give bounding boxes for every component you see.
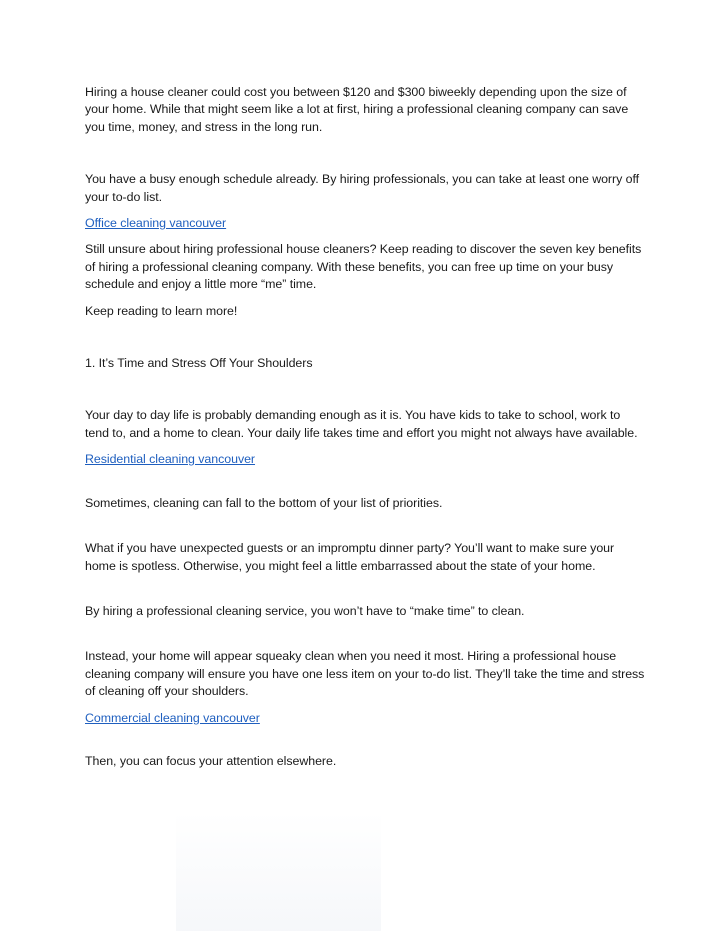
paragraph-unexpected-guests: What if you have unexpected guests or an impromptu dinner party? You’ll want to make sure your home is spotless. Otherwise, you might feel a little embarrassed about the state of your home.	[85, 541, 615, 573]
paragraph-squeaky-clean: Instead, your home will appear squeaky clean when you need it most. Hiring a professional house cleaning company will ensure you have one less item on your to-do list. They’ll take the time and stress of cleaning off your shoulders.	[85, 649, 645, 699]
residential-cleaning-link[interactable]: Residential cleaning vancouver	[85, 452, 256, 467]
commercial-cleaning-link[interactable]: Commercial cleaning vancouver	[85, 710, 260, 725]
section-heading-time-stress: 1. It’s Time and Stress Off Your Shoulders	[85, 356, 313, 371]
paragraph-commercial-link	[85, 710, 645, 727]
paragraph-busy-schedule: You have a busy enough schedule already. By hiring professionals, you can take at least one worry off your to-do list.	[85, 172, 640, 204]
paragraph-focus-elsewhere: Then, you can focus your attention elsewhere.	[85, 753, 337, 768]
paragraph-still-unsure: Still unsure about hiring professional house cleaners? Keep reading to discover the seven key benefits of hiring a professional cleaning company. With these benefits, you can free up time on your busy schedule and enjoy a little more “me” time.	[85, 242, 642, 292]
document-body	[85, 84, 645, 770]
faint-background-shade	[176, 812, 381, 931]
paragraph-make-time: By hiring a professional cleaning service, you won’t have to “make time” to clean.	[85, 603, 525, 618]
paragraph-residential-link	[85, 451, 645, 468]
paragraph-priorities: Sometimes, cleaning can fall to the bottom of your list of priorities.	[85, 495, 443, 510]
paragraph-keep-reading: Keep reading to learn more!	[85, 303, 238, 318]
paragraph-office-link	[85, 215, 645, 232]
paragraph-day-to-day: Your day to day life is probably demanding enough as it is. You have kids to take to school, work to tend to, and a home to clean. Your daily life takes time and effort you might not always have available.	[85, 408, 638, 440]
office-cleaning-link[interactable]: Office cleaning vancouver	[85, 216, 227, 231]
paragraph-intro-cost: Hiring a house cleaner could cost you between $120 and $300 biweekly depending upon the size of your home. While that might seem like a lot at first, hiring a professional cleaning company can save you time, money, and stress in the long run.	[85, 85, 629, 134]
